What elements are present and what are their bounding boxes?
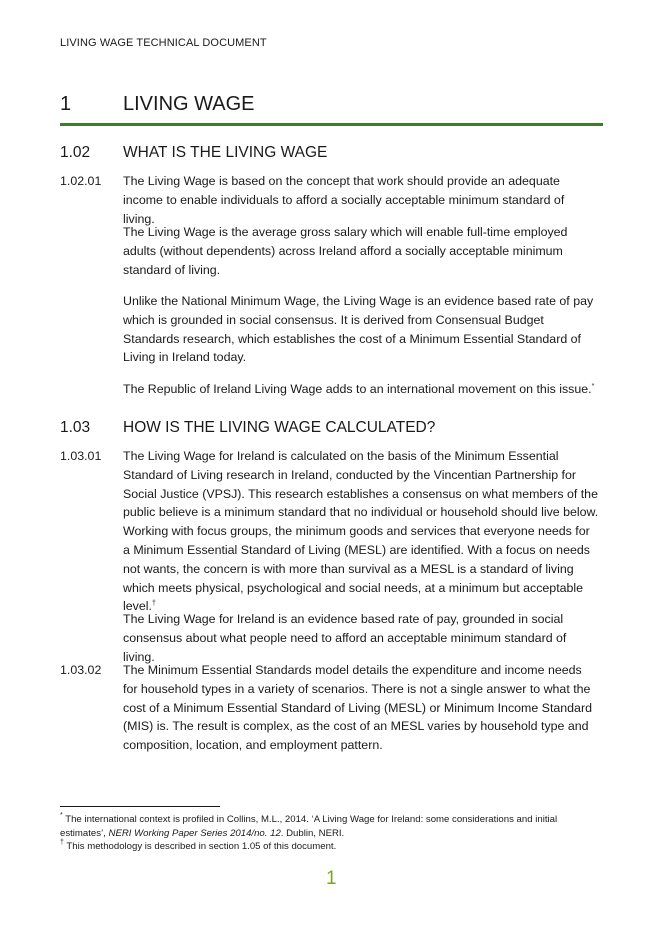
paragraph: The Living Wage for Ireland is an evidence based rate of pay, grounded in social consensus about what people need to afford an acceptable minimum standard of living. (123, 612, 567, 664)
footnotes (60, 813, 605, 854)
footnote-text-end: . Dublin, NERI. (280, 827, 345, 839)
footnote-text: This methodology is described in section 1.05 of this document. (66, 841, 337, 852)
paragraph-number: 1.03.01 (60, 449, 102, 463)
footnote-reference[interactable]: † (151, 600, 156, 608)
chapter-title: LIVING WAGE (123, 93, 255, 115)
paragraph: Unlike the National Minimum Wage, the Living Wage is an evidence based rate of pay which is grounded in social consensus. It is derived from Consensual Budget Standards research, which establishes the cost of a Minimum Essential Standard of Living in Ireland today. (123, 294, 594, 365)
footnote (60, 840, 605, 854)
paragraph (123, 447, 599, 616)
section-number: 1.02 (60, 144, 91, 161)
paragraph-text: The Living Wage for Ireland is calculated on the basis of the Minimum Essential Standard of Living research in Ireland, conducted by the Vincentian Partnership for Social Justice (VPSJ). This research establishes a consensus on what members of the public believe is a minimum standard that no individual or household should live below. Working with focus groups, the minimum goods and services that everyone needs for a Minimum Essential Standard of Living (MESL) are identified. With a focus on needs not wants, the concern is with more than survival as a MESL is a standard of living which meets physical, psychological and social needs, at a minimum but acceptable level. (123, 449, 599, 614)
paragraph: The Living Wage is based on the concept that work should provide an adequate income to enable individuals to afford a socially acceptable minimum standard of living. (123, 174, 565, 226)
paragraph-number: 1.03.02 (60, 663, 102, 677)
chapter-heading (60, 93, 603, 126)
footnote (60, 813, 605, 840)
paragraph: The Minimum Essential Standards model details the expenditure and income needs for household types in a variety of scenarios. There is not a single answer to what the cost of a Minimum Essential Standard of Living (MESL) or Minimum Income Standard (MIS) is. The result is complex, as the cost of an MESL varies by household type and composition, location, and employment pattern. (123, 663, 592, 753)
section-number: 1.03 (60, 419, 91, 436)
footnote-mark: † (60, 839, 64, 846)
paragraph-text: The Republic of Ireland Living Wage adds to an international movement on this issue. (123, 382, 592, 396)
footnote-text: The international context is profiled in Collins, M.L., 2014. ‘A Living Wage for Ireland: some considerations and initial estimates’, (60, 814, 558, 839)
paragraph-number: 1.02.01 (60, 174, 102, 188)
page-number: 1 (326, 868, 337, 889)
footnote-reference[interactable]: * (591, 383, 595, 390)
paragraph: The Living Wage is the average gross salary which will enable full-time employed adults (without dependents) across Ireland afford a socially acceptable minimum standard of living. (123, 225, 568, 277)
paragraph (123, 380, 599, 399)
chapter-number: 1 (60, 93, 72, 115)
section-title: HOW IS THE LIVING WAGE CALCULATED? (123, 419, 436, 436)
running-header: LIVING WAGE TECHNICAL DOCUMENT (60, 37, 267, 49)
section-title: WHAT IS THE LIVING WAGE (123, 144, 328, 161)
footnote-mark: * (60, 812, 63, 819)
footnote-separator (60, 806, 220, 807)
footnote-italic: NERI Working Paper Series 2014/no. 12 (108, 827, 281, 839)
